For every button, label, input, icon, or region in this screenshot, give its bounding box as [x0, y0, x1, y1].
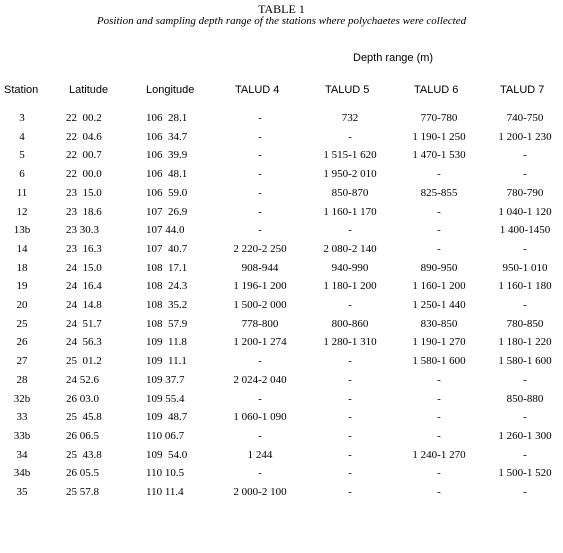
- latitude-cell: 24 51.7: [66, 317, 102, 330]
- latitude-cell: 26 03.0: [66, 392, 99, 405]
- longitude-cell: 110 11.4: [146, 486, 184, 498]
- talud-4-cell: 1 060-1 090: [233, 411, 287, 424]
- talud-6-cell: 1 160-1 200: [412, 280, 466, 293]
- talud-7-cell: -: [523, 373, 527, 386]
- table-row: [0, 223, 563, 241]
- longitude-cell: 106 48.1: [146, 168, 188, 181]
- talud-5-cell: -: [348, 373, 352, 386]
- talud-4-cell: 2 000-2 100: [233, 486, 287, 498]
- talud-7-cell: 740-750: [506, 112, 544, 124]
- longitude-cell: 109 55.4: [146, 392, 185, 405]
- talud-4-cell: -: [258, 130, 262, 143]
- table-row: [0, 429, 563, 447]
- depth-range-header: Depth range (m): [353, 52, 434, 64]
- header-station: Station: [4, 84, 39, 96]
- table-row: [0, 410, 563, 428]
- talud-4-cell: -: [258, 392, 262, 405]
- talud-5-cell: -: [348, 486, 352, 498]
- talud-5-cell: 1 950-2 010: [323, 168, 377, 181]
- talud-6-cell: -: [437, 429, 441, 442]
- talud-7-cell: 1 580-1 600: [498, 355, 552, 368]
- station-cell: 12: [16, 205, 28, 218]
- talud-6-cell: -: [437, 168, 441, 181]
- latitude-cell: 22 00.0: [66, 168, 102, 181]
- talud-6-cell: 1 190-1 270: [412, 336, 466, 349]
- talud-7-cell: -: [523, 486, 527, 498]
- longitude-cell: 109 11.8: [146, 336, 187, 349]
- talud-4-cell: -: [258, 149, 262, 162]
- longitude-cell: 107 40.7: [146, 242, 188, 255]
- station-cell: 27: [16, 355, 28, 368]
- talud-5-cell: 800-860: [331, 317, 369, 330]
- table-row: [0, 466, 563, 484]
- longitude-cell: 107 44.0: [146, 224, 185, 237]
- longitude-cell: 106 34.7: [146, 130, 188, 143]
- longitude-cell: 109 37.7: [146, 373, 185, 386]
- talud-5-cell: 1 180-1 200: [323, 280, 377, 293]
- talud-7-cell: -: [523, 299, 527, 311]
- table-row: [0, 261, 563, 279]
- latitude-cell: 22 00.2: [66, 112, 102, 124]
- station-cell: 20: [16, 299, 28, 311]
- table-row: [0, 448, 563, 466]
- talud-5-cell: -: [348, 467, 352, 480]
- talud-4-cell: -: [258, 224, 262, 237]
- header-talud-7: TALUD 7: [500, 84, 545, 96]
- longitude-cell: 106 39.9: [146, 149, 188, 162]
- table-row: [0, 148, 563, 166]
- talud-6-cell: -: [437, 224, 441, 237]
- table-title: TABLE 1: [258, 2, 305, 16]
- station-cell: 28: [16, 373, 28, 386]
- talud-4-cell: 2 220-2 250: [233, 242, 287, 255]
- talud-6-cell: -: [437, 242, 441, 255]
- talud-7-cell: 1 160-1 180: [498, 280, 552, 293]
- talud-4-cell: 1 500-2 000: [233, 299, 287, 311]
- talud-4-cell: -: [258, 112, 262, 124]
- latitude-cell: 26 05.5: [66, 467, 99, 480]
- latitude-cell: 24 56.3: [66, 336, 102, 349]
- latitude-cell: 24 15.0: [66, 261, 102, 274]
- talud-7-cell: 1 200-1 230: [498, 130, 552, 143]
- talud-6-cell: 770-780: [420, 112, 458, 124]
- talud-6-cell: 825-855: [420, 186, 458, 199]
- talud-4-cell: 778-800: [241, 317, 279, 330]
- talud-7-cell: 1 040-1 120: [498, 205, 552, 218]
- talud-4-cell: -: [258, 186, 262, 199]
- talud-5-cell: 2 080-2 140: [323, 242, 377, 255]
- talud-5-cell: -: [348, 429, 352, 442]
- talud-4-cell: 1 244: [247, 448, 273, 461]
- station-cell: 34: [16, 448, 28, 461]
- latitude-cell: 22 04.6: [66, 130, 102, 143]
- talud-4-cell: -: [258, 355, 262, 368]
- talud-5-cell: 1 280-1 310: [323, 336, 377, 349]
- table-row: [0, 373, 563, 391]
- talud-5-cell: 850-870: [331, 186, 369, 199]
- talud-5-cell: -: [348, 448, 352, 461]
- latitude-cell: 25 45.8: [66, 411, 102, 424]
- talud-4-cell: -: [258, 467, 262, 480]
- talud-6-cell: 890-950: [420, 261, 458, 274]
- longitude-cell: 110 06.7: [146, 429, 185, 442]
- talud-7-cell: 780-790: [506, 186, 544, 199]
- talud-6-cell: -: [437, 205, 441, 218]
- table-row: [0, 335, 563, 353]
- latitude-cell: 24 16.4: [66, 280, 102, 293]
- table-row: [0, 279, 563, 297]
- talud-5-cell: 940-990: [331, 261, 369, 274]
- table-row: [0, 317, 563, 335]
- talud-7-cell: 850-880: [506, 392, 544, 405]
- talud-5-cell: -: [348, 224, 352, 237]
- table-row: [0, 392, 563, 410]
- talud-4-cell: -: [258, 205, 262, 218]
- station-cell: 3: [19, 112, 25, 124]
- table-row: [0, 242, 563, 260]
- station-cell: 33: [16, 411, 28, 424]
- latitude-cell: 23 30.3: [66, 224, 99, 237]
- talud-6-cell: -: [437, 411, 441, 424]
- header-talud-4: TALUD 4: [235, 84, 280, 96]
- talud-4-cell: -: [258, 168, 262, 181]
- talud-4-cell: -: [258, 429, 262, 442]
- talud-5-cell: 732: [341, 112, 359, 124]
- header-longitude: Longitude: [146, 84, 195, 96]
- talud-7-cell: -: [523, 411, 527, 424]
- latitude-cell: 25 01.2: [66, 355, 102, 368]
- station-cell: 35: [16, 486, 28, 498]
- table-row: [0, 186, 563, 204]
- talud-7-cell: -: [523, 242, 527, 255]
- talud-5-cell: -: [348, 392, 352, 405]
- talud-4-cell: 908-944: [241, 261, 279, 274]
- longitude-cell: 109 11.1: [146, 355, 187, 368]
- talud-7-cell: 1 260-1 300: [498, 429, 552, 442]
- talud-6-cell: -: [437, 392, 441, 405]
- talud-5-cell: -: [348, 411, 352, 424]
- station-cell: 26: [16, 336, 28, 349]
- talud-6-cell: -: [437, 467, 441, 480]
- station-cell: 4: [19, 130, 25, 143]
- table-subtitle: Position and sampling depth range of the stations where polychaetes were collected: [96, 15, 467, 27]
- longitude-cell: 108 57.9: [146, 317, 188, 330]
- latitude-cell: 23 15.0: [66, 186, 102, 199]
- longitude-cell: 108 17.1: [146, 261, 188, 274]
- station-cell: 11: [16, 186, 28, 199]
- talud-6-cell: 1 240-1 270: [412, 448, 466, 461]
- latitude-cell: 24 14.8: [66, 299, 102, 311]
- talud-6-cell: 1 580-1 600: [412, 355, 466, 368]
- talud-6-cell: 1 470-1 530: [412, 149, 466, 162]
- talud-5-cell: -: [348, 299, 352, 311]
- table-row: [0, 205, 563, 223]
- longitude-cell: 109 54.0: [146, 448, 188, 461]
- table-row: [0, 298, 563, 316]
- talud-5-cell: 1 160-1 170: [323, 205, 377, 218]
- station-cell: 18: [16, 261, 28, 274]
- table-row: [0, 354, 563, 372]
- talud-7-cell: -: [523, 448, 527, 461]
- talud-7-cell: 950-1 010: [502, 261, 548, 274]
- longitude-cell: 110 10.5: [146, 467, 185, 480]
- talud-4-cell: 2 024-2 040: [233, 373, 287, 386]
- talud-7-cell: 1 180-1 220: [498, 336, 552, 349]
- station-cell: 14: [16, 242, 28, 255]
- latitude-cell: 25 43.8: [66, 448, 102, 461]
- talud-4-cell: 1 200-1 274: [233, 336, 287, 349]
- longitude-cell: 108 24.3: [146, 280, 188, 293]
- header-latitude: Latitude: [69, 84, 109, 96]
- table-row: [0, 130, 563, 148]
- talud-6-cell: 1 250-1 440: [412, 299, 466, 311]
- latitude-cell: 23 18.6: [66, 205, 102, 218]
- talud-6-cell: 830-850: [420, 317, 458, 330]
- table-row: [0, 167, 563, 185]
- station-cell: 6: [19, 168, 25, 181]
- longitude-cell: 107 26.9: [146, 205, 188, 218]
- longitude-cell: 108 35.2: [146, 299, 188, 311]
- talud-7-cell: 780-850: [506, 317, 544, 330]
- station-cell: 5: [19, 149, 25, 162]
- longitude-cell: 109 48.7: [146, 411, 188, 424]
- header-talud-5: TALUD 5: [325, 84, 370, 96]
- talud-5-cell: 1 515-1 620: [323, 149, 377, 162]
- longitude-cell: 106 59.0: [146, 186, 188, 199]
- talud-7-cell: 1 500-1 520: [498, 467, 552, 480]
- talud-5-cell: -: [348, 130, 352, 143]
- latitude-cell: 25 57.8: [66, 486, 99, 498]
- latitude-cell: 22 00.7: [66, 149, 102, 162]
- talud-7-cell: 1 400-1450: [499, 224, 551, 237]
- talud-7-cell: -: [523, 149, 527, 162]
- latitude-cell: 24 52.6: [66, 373, 99, 386]
- station-cell: 25: [16, 317, 28, 330]
- talud-7-cell: -: [523, 168, 527, 181]
- talud-5-cell: -: [348, 355, 352, 368]
- table-row: [0, 485, 563, 503]
- talud-6-cell: -: [437, 486, 441, 498]
- station-cell: 34b: [13, 467, 31, 480]
- station-cell: 32b: [13, 392, 31, 405]
- talud-4-cell: 1 196-1 200: [233, 280, 287, 293]
- table-row: [0, 111, 563, 129]
- talud-6-cell: -: [437, 373, 441, 386]
- station-cell: 33b: [13, 429, 31, 442]
- station-cell: 13b: [13, 224, 31, 237]
- header-talud-6: TALUD 6: [414, 84, 459, 96]
- longitude-cell: 106 28.1: [146, 112, 188, 124]
- talud-6-cell: 1 190-1 250: [412, 130, 466, 143]
- latitude-cell: 26 06.5: [66, 429, 99, 442]
- latitude-cell: 23 16.3: [66, 242, 102, 255]
- station-cell: 19: [16, 280, 28, 293]
